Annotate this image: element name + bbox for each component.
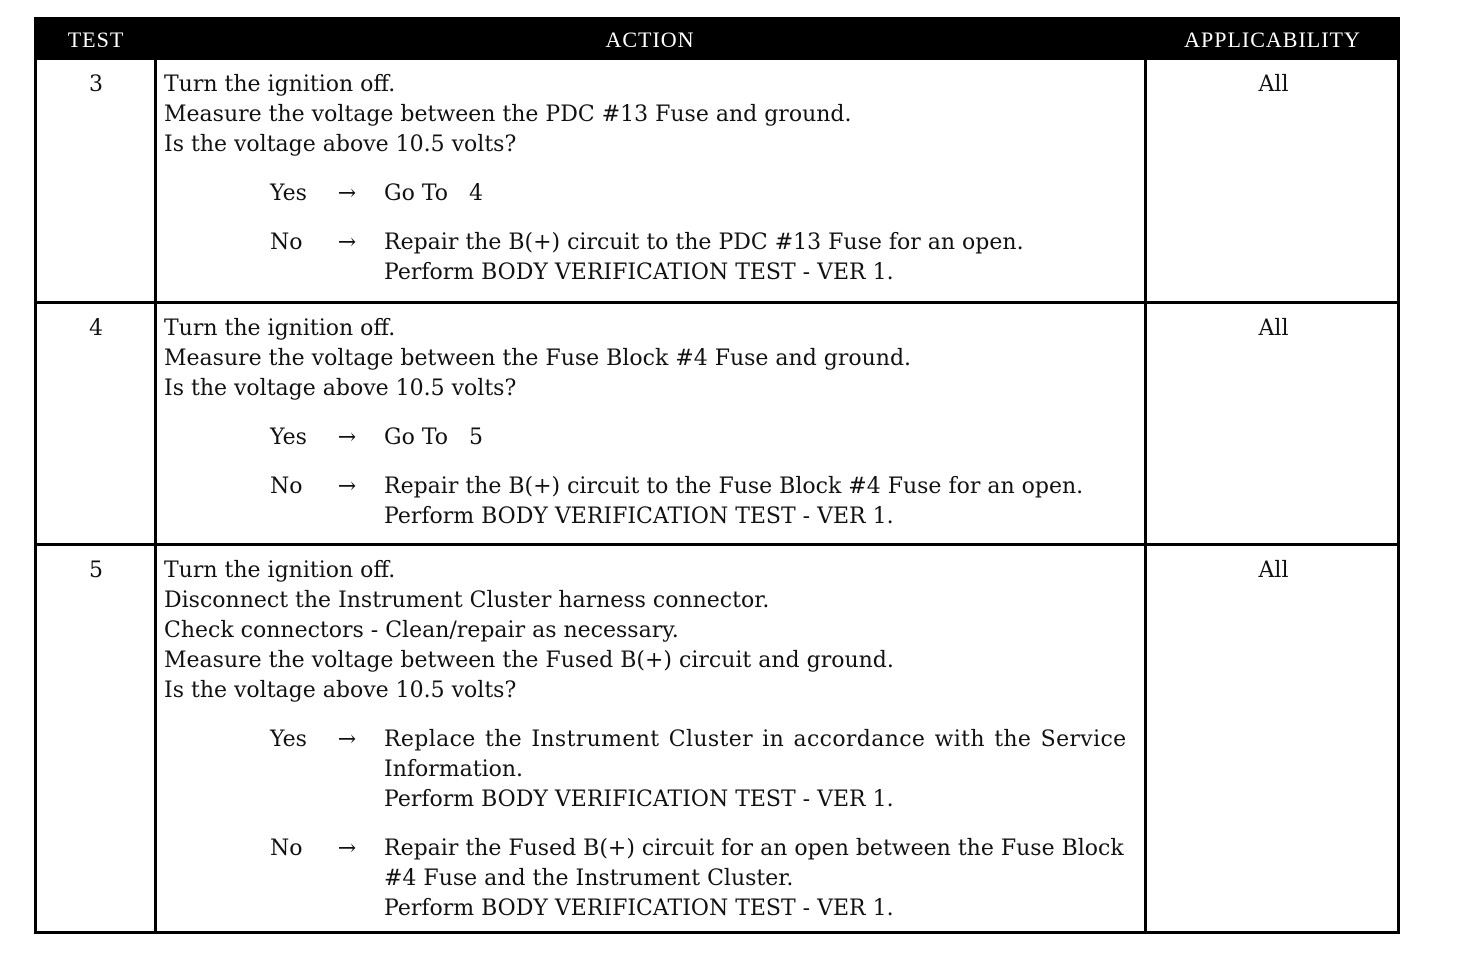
yes-outcome <box>164 179 1144 209</box>
action-cell <box>164 70 1144 288</box>
applicability-value: All <box>1258 72 1289 97</box>
no-result <box>384 472 1139 532</box>
applicability-value: All <box>1258 316 1289 341</box>
table-header <box>37 20 1397 60</box>
yes-result <box>384 725 1139 815</box>
yes-label: Yes <box>270 425 307 450</box>
result-line: Perform BODY VERIFICATION TEST - VER 1. <box>384 260 894 285</box>
result-line: Repair the Fused B(+) circuit for an open between the Fuse Block <box>384 836 1124 861</box>
result-line: Repair the B(+) circuit to the PDC #13 Fuse for an open. <box>384 230 1024 255</box>
arrow-right-icon: → <box>337 230 357 255</box>
action-cell <box>164 556 1144 924</box>
action-step: Is the voltage above 10.5 volts? <box>164 376 517 401</box>
action-step: Turn the ignition off. <box>164 558 396 583</box>
table-row <box>37 543 1397 934</box>
result-line: Go To 5 <box>384 425 483 450</box>
no-outcome <box>164 228 1144 288</box>
action-step: Measure the voltage between the PDC #13 Fuse and ground. <box>164 102 852 127</box>
header-applicability: APPLICABILITY <box>1184 27 1361 52</box>
result-line: Go To 4 <box>384 181 483 206</box>
yes-result <box>384 179 1139 209</box>
action-step: Turn the ignition off. <box>164 72 396 97</box>
action-step: Is the voltage above 10.5 volts? <box>164 132 517 157</box>
diagnostic-table <box>34 17 1400 934</box>
table-row <box>37 60 1397 301</box>
header-action: ACTION <box>605 27 695 52</box>
table-row <box>37 301 1397 543</box>
yes-label: Yes <box>270 181 307 206</box>
arrow-right-icon: → <box>337 727 357 752</box>
action-step: Disconnect the Instrument Cluster harness connector. <box>164 588 770 613</box>
yes-outcome <box>164 423 1144 453</box>
yes-outcome <box>164 725 1144 815</box>
arrow-right-icon: → <box>337 181 357 206</box>
applicability-value: All <box>1258 558 1289 583</box>
yes-label: Yes <box>270 727 307 752</box>
test-number: 5 <box>89 558 103 583</box>
no-result <box>384 228 1139 288</box>
arrow-right-icon: → <box>337 425 357 450</box>
result-line: Perform BODY VERIFICATION TEST - VER 1. <box>384 504 894 529</box>
test-number: 4 <box>89 316 103 341</box>
result-line: #4 Fuse and the Instrument Cluster. <box>384 866 794 891</box>
header-test: TEST <box>67 27 125 52</box>
result-line: Perform BODY VERIFICATION TEST - VER 1. <box>384 896 894 921</box>
result-line: Repair the B(+) circuit to the Fuse Block #4 Fuse for an open. <box>384 474 1084 499</box>
action-step: Measure the voltage between the Fused B(+) circuit and ground. <box>164 648 894 673</box>
no-label: No <box>270 836 303 861</box>
no-result <box>384 834 1139 924</box>
result-line: Perform BODY VERIFICATION TEST - VER 1. <box>384 787 894 812</box>
action-step: Measure the voltage between the Fuse Block #4 Fuse and ground. <box>164 346 912 371</box>
arrow-right-icon: → <box>337 836 357 861</box>
arrow-right-icon: → <box>337 474 357 499</box>
test-number: 3 <box>89 72 103 97</box>
no-label: No <box>270 230 303 255</box>
no-outcome <box>164 472 1144 532</box>
no-label: No <box>270 474 303 499</box>
yes-result <box>384 423 1139 453</box>
action-cell <box>164 314 1144 532</box>
action-step: Turn the ignition off. <box>164 316 396 341</box>
result-line: Replace the Instrument Cluster in accordance with the Service <box>384 727 1127 752</box>
result-line: Information. <box>384 757 524 782</box>
no-outcome <box>164 834 1144 924</box>
action-step: Check connectors - Clean/repair as necessary. <box>164 618 679 643</box>
action-step: Is the voltage above 10.5 volts? <box>164 678 517 703</box>
